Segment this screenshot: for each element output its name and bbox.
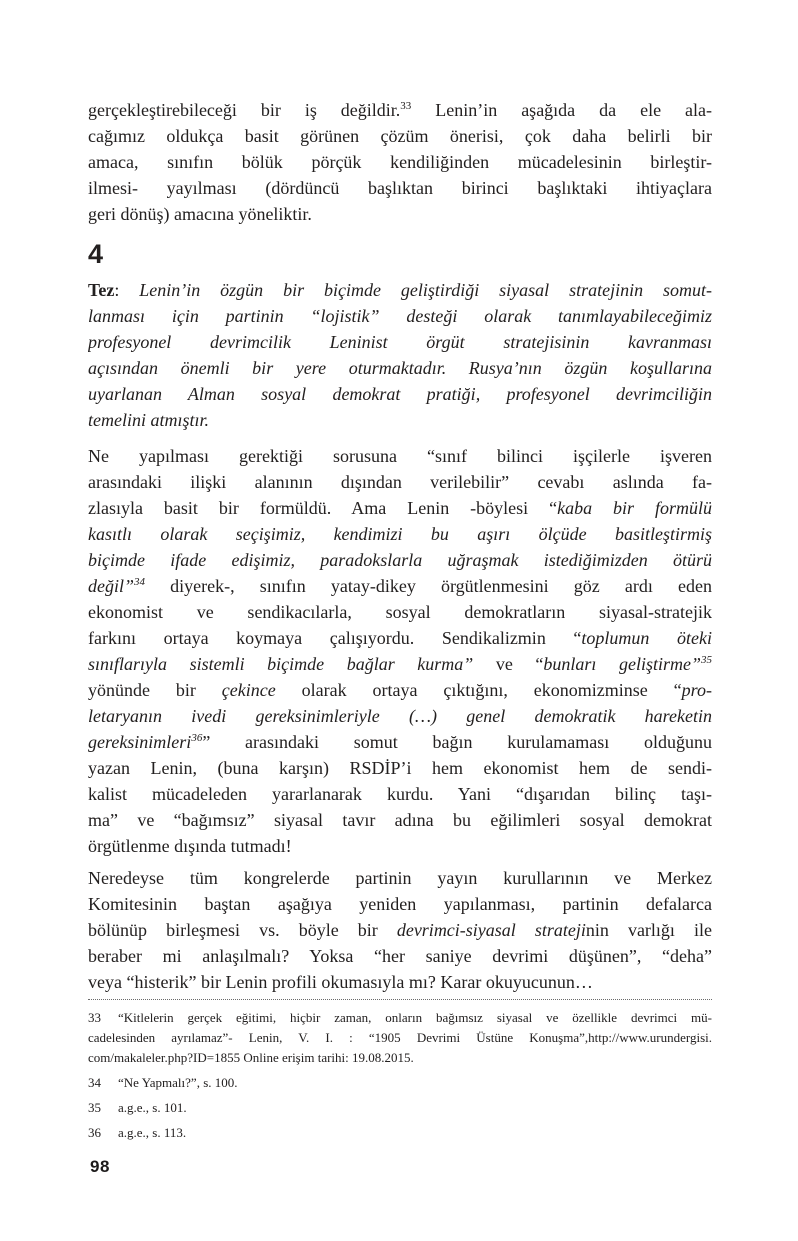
text-line: uyarlanan Alman sosyal demokrat pratiği, profesyonel devrimciliğin [88, 384, 712, 404]
document-body [88, 97, 712, 1143]
text-line: kasıtlı olarak seçişimiz, kendimizi bu aşırı ölçüde basitleştirmiş [88, 524, 712, 544]
text-line: örgütlenme dışında tutmadı! [88, 836, 292, 856]
text-line: 34 “Ne Yapmalı?”, s. 100. [88, 1073, 712, 1093]
text-line: açısından önemli bir yere oturmaktadır. Rusya’nın özgün koşullarına [88, 358, 712, 378]
page-number: 98 [90, 1157, 110, 1176]
text-line: com/makaleler.php?ID=1855 Online erişim tarihi: 19.08.2015. [88, 1050, 414, 1065]
text-line: 36 a.g.e., s. 113. [88, 1123, 712, 1143]
footnote-36 [88, 1123, 712, 1143]
footnote-reference: 33 [400, 100, 412, 112]
text-line: Tez: Lenin’in özgün bir biçimde geliştirdiği siyasal stratejinin somut- [88, 280, 712, 300]
text-line: ekonomist ve sendikacılarla, sosyal demokratların siyasal-stratejik [88, 602, 712, 622]
thesis-paragraph [88, 277, 712, 433]
text-line: 33 “Kitlelerin gerçek eğitimi, hiçbir zaman, onların bağımsız siyasal ve özellikle devrimci mü- [88, 1008, 712, 1028]
text-line: lanması için partinin “lojistik” desteği olarak tanımlayabileceğimiz [88, 306, 712, 326]
text-line: biçimde ifade edişimiz, paradokslarla uğraşmak istediğimizden ötürü [88, 550, 712, 570]
paragraph-ne-yapilmasi [88, 443, 712, 859]
text-line: yönünde bir çekince olarak ortaya çıktığını, ekonomizminse “pro- [88, 680, 712, 700]
text-line: kalist mücadeleden yararlanarak kurdu. Yani “dışarıdan bilinç taşı- [88, 784, 712, 804]
text-line: cağımız oldukça basit görünen çözüm önerisi, çok daha belirli bir [88, 126, 712, 146]
footnote-separator [88, 999, 712, 1000]
text-line: ilmesi- yayılması (dördüncü başlıktan birinci başlıktaki ihtiyaçlara [88, 178, 712, 198]
text-line: Ne yapılması gerektiği sorusuna “sınıf bilinci işçilerle işveren [88, 446, 712, 466]
text-line: gerçekleştirebileceği bir iş değildir.$^{33}$ Lenin’in aşağıda da ele ala- [88, 100, 712, 120]
text-line: profesyonel devrimcilik Leninist örgüt stratejisinin kavranması [88, 332, 712, 352]
text-line: beraber mi anlaşılmalı? Yoksa “her saniye devrimi düşünen”, “deha” [88, 946, 712, 966]
text-line: arasındaki ilişki alanının dışından verilebilir” cevabı aslında fa- [88, 472, 712, 492]
text-line: veya “histerik” bir Lenin profili okumasıyla mı? Karar okuyucunun… [88, 972, 593, 992]
text-line: gereksinimleri$^{36}$” arasındaki somut bağın kurulamaması olduğunu [88, 732, 712, 752]
text-line: geri dönüş) amacına yöneliktir. [88, 204, 312, 224]
footnote-reference: 35 [701, 654, 712, 666]
footnote-marker: 34 [88, 1075, 101, 1090]
text-line: cadelesinden ayrılamaz”- Lenin, V. I. : “1905 Devrimi Üstüne Konuşma”,http://www.urundergisi. [88, 1030, 712, 1045]
footnote-35 [88, 1098, 712, 1118]
text-line: bölünüp birleşmesi vs. böyle bir devrimci-siyasal stratejinin varlığı ile [88, 920, 712, 940]
paragraph-intro [88, 97, 712, 227]
footnote-marker: 35 [88, 1100, 101, 1115]
footnote-reference: 34 [134, 576, 146, 588]
text-line: ma” ve “bağımsız” siyasal tavır adına bu eğilimleri sosyal demokrat [88, 810, 712, 830]
text-line: Komitesinin baştan aşağıya yeniden yapılanması, partinin defalarca [88, 894, 712, 914]
text-line: temelini atmıştır. [88, 410, 209, 430]
section-number-heading: 4 [88, 239, 104, 269]
text-line: yazan Lenin, (buna karşın) RSDİP’i hem ekonomist hem de sendi- [88, 758, 712, 778]
footnote-marker: 33 [88, 1010, 101, 1025]
text-line: amaca, sınıfın bölük pörçük kendiliğinden mücadelesinin birleştir- [88, 152, 712, 172]
text-line: zlasıyla basit bir formüldü. Ama Lenin -böylesi “kaba bir formülü [88, 498, 712, 518]
footnote-marker: 36 [88, 1125, 101, 1140]
text-line: sınıflarıyla sistemli biçimde bağlar kurma” ve “bunları geliştirme”$^{35}$ [88, 654, 712, 674]
footnote-34 [88, 1073, 712, 1093]
text-line: farkını ortaya koymaya çalışıyordu. Sendikalizmin “toplumun öteki [88, 628, 712, 648]
text-line: Neredeyse tüm kongrelerde partinin yayın kurullarının ve Merkez [88, 868, 712, 888]
paragraph-neredeyse [88, 865, 712, 995]
footnote-reference: 36 [191, 732, 203, 744]
text-line: 35 a.g.e., s. 101. [88, 1098, 712, 1118]
text-line: değil”$^{34}$ diyerek-, sınıfın yatay-dikey örgütlenmesini göz ardı eden [88, 576, 712, 596]
footnote-33 [88, 1008, 712, 1068]
text-column [88, 97, 712, 1143]
text-line: letaryanın ivedi gereksinimleriyle (…) genel demokratik hareketin [88, 706, 712, 726]
